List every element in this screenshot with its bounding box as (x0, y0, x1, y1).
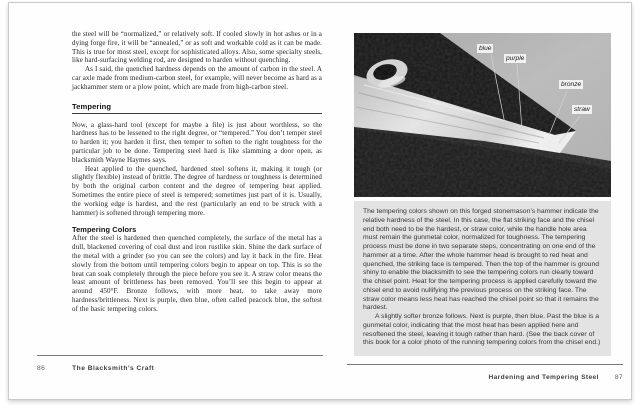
body-paragraph: Heat applied to the quenched, hardened steel softens it, making it tough (or slightly flexible) instead of brittle. The degree of hardness or toughness is determined by both the original carbon content and the degree of tempering heat applied. Sometimes the entire piece of steel is tempered; sometimes just part of it is. Usually, the working edge is hardest, and the rest (particularly an end to be struck with a hammer) is softened through tempering more. (72, 164, 322, 217)
subsection-heading-tempering-colors: Tempering Colors (72, 225, 137, 235)
body-paragraph: As I said, the quenched hardness depends on the amount of carbon in the steel. A car axle made from medium-carbon steel, for example, will never become as hard as a jackhammer stem or a plow point, which are made from high-carbon steel. (72, 65, 322, 91)
body-paragraph: Now, a glass-hard tool (except for maybe a file) is just about worthless, so the hardness has to be lessened to the right degree, or “tempered.” You don’t temper steel to harden it; you harden it first, then temper to soften to the right toughness for the particular job to be done. Tempering steel hard is like slamming a door open, as blacksmith Wayne Haymes says. (72, 120, 322, 164)
right-page-number: 87 (614, 374, 623, 381)
hammer-photo-graphic (354, 33, 611, 197)
photo-label-straw: straw (574, 106, 590, 113)
left-page-footer (37, 355, 323, 372)
left-page-number: 86 (37, 365, 46, 372)
left-running-title: The Blacksmith’s Craft (72, 365, 155, 372)
section-heading-tempering: Tempering (72, 102, 322, 114)
photo-label-blue: blue (479, 45, 492, 52)
book-spread (8, 2, 632, 400)
body-paragraph: After the steel is hardened then quenched completely, the surface of the metal has a dull, blackened covering of coal dust and iron rustlike skin. Shine the dark surface of the metal with a grinder (so you can see the colors) and lay it back in the fire. Heat slowly from the bottom until tempering colors begin to appear on top. This is so the heat can soak completely through the piece before you see it. A straw color means the least amount of brittleness has been removed. You’ll see this begin to appear at around 450°F. Bronze follows, with more heat, to take away more hardness/brittleness. Next is purple, then blue, often called peacock blue, the softest of the basic tempering colors. (72, 234, 322, 313)
right-running-title: Hardening and Tempering Steel (488, 374, 599, 381)
photo-label-purple: purple (506, 55, 525, 62)
body-paragraph: the steel will be “normalized,” or relatively soft. If cooled slowly in hot ashes or in a dying forge fire, it will be “annealed,” or as soft and workable cold as it can be made. This is true for most steel, except for sophisticated alloys. Also, some specialty steels, like hard-surfacing welding rod, are designed to harden without quenching. (72, 30, 322, 65)
photo-caption (354, 201, 611, 356)
right-page-footer (347, 364, 623, 381)
caption-paragraph: A slightly softer bronze follows. Next is purple, then blue. Past the blue is a gunmetal color, indicating that the most heat has been applied here and resoftened the steel, leaving it tough rather than hard. (See the back cover of this book for a color photo of the running tempering colors from the chisel end.) (363, 313, 601, 347)
photo-label-bronze: bronze (561, 81, 582, 88)
left-page-body-text (72, 30, 322, 314)
hammer-tempering-photo (354, 33, 611, 197)
caption-paragraph: The tempering colors shown on this forged stonemason’s hammer indicate the relative hardness of the steel. In this case, the flat striking face and the chisel end both need to be the hardest, or straw color, while the handle hole area must remain the gunmetal color, normalized for toughness. The tempering process must be done in two separate steps, concentrating on one end of the hammer at a time. After the whole hammer head is brought to red heat and quenched, the striking face is tempered. Then the top of the hammer is ground shiny to enable the blacksmith to see the tempering colors run clearly toward the chisel point. Heat for the tempering process is applied carefully toward the chisel end to avoid nullifying the previous process on the striking face. The straw color means less heat has reached the chisel point so that it remains the hardest. (363, 208, 600, 312)
